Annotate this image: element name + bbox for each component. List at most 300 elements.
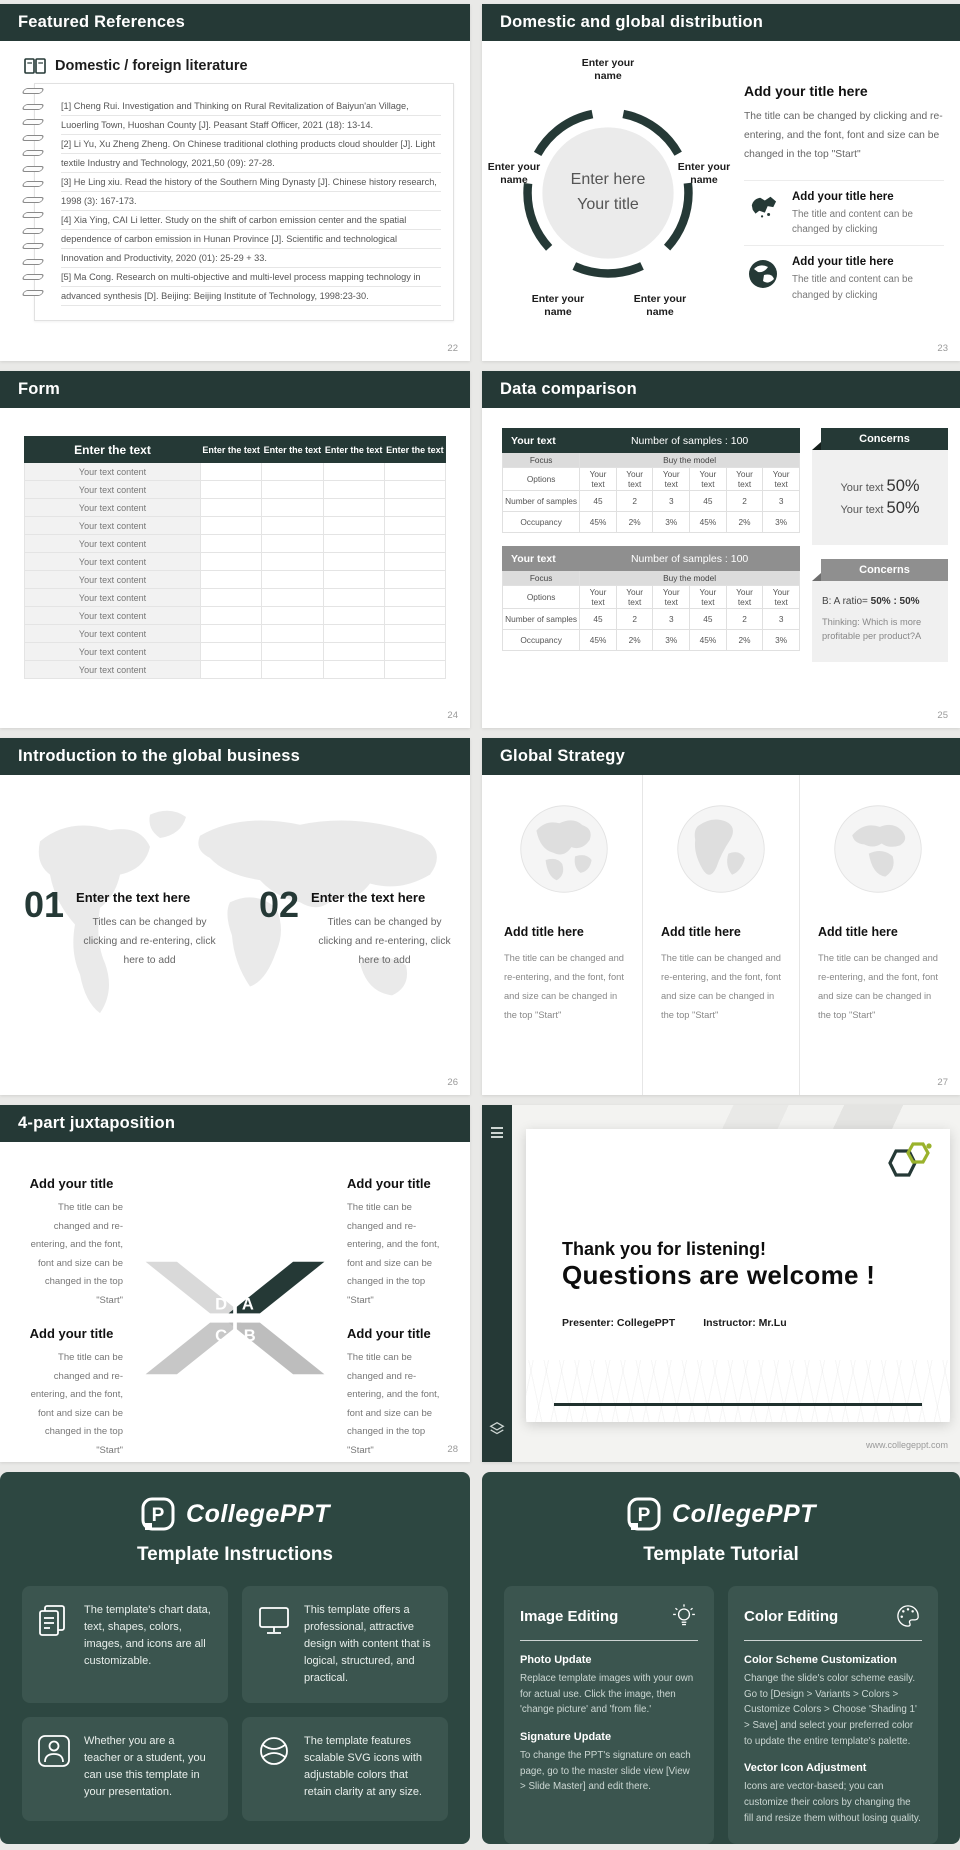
form-header-cell: Enter the text: [384, 437, 445, 463]
tutorial-section-heading: Vector Icon Adjustment: [744, 1762, 867, 1775]
data-cell: Your text: [690, 586, 727, 609]
focus-row: [503, 453, 800, 468]
block-body: The title can be changed and re-entering, and the font, font and size can be changed in the top "Start": [347, 1352, 440, 1456]
form-row: [25, 481, 446, 499]
data-row: [503, 491, 800, 512]
globe-icon: [518, 803, 610, 895]
block-title: Add your title: [347, 1326, 431, 1342]
wheel-label: Enter your name: [581, 57, 635, 83]
data-cell: 3%: [653, 512, 690, 533]
text-block: [341, 1168, 456, 1318]
numbered-items: [0, 884, 470, 970]
tutorial-section: [744, 1654, 922, 1749]
data-cell: Your text: [726, 586, 763, 609]
form-cell-empty: [384, 571, 445, 589]
concern-percentage: 50%: [886, 499, 920, 517]
wheel-label: Enter your name: [531, 293, 585, 319]
data-cell: Your text: [763, 586, 800, 609]
data-cell: 2: [726, 491, 763, 512]
presenter-label: Presenter: CollegePPT: [562, 1317, 676, 1329]
data-cell: 45: [580, 609, 617, 630]
reference-item: [5] Ma Cong. Research on multi-objective and multi-level process mapping technology in advanced synthesis [D]. Beijing: Beijing Institute of Technology, 1998:23-30.: [61, 272, 421, 301]
instruction-text: This template offers a professional, attractive design with content that is logical, structured, and practical.: [304, 1604, 431, 1685]
data-cell: 2: [616, 609, 653, 630]
form-header-cell: Enter the text: [262, 437, 323, 463]
page-number: 22: [447, 343, 458, 354]
form-cell-empty: [384, 661, 445, 679]
tutorial-cards: [504, 1586, 938, 1844]
slide-data-comparison[interactable]: [482, 371, 960, 728]
perspective-grid-decoration: [526, 1360, 950, 1422]
form-cell-empty: [323, 481, 384, 499]
form-row-label: Your text content: [25, 499, 201, 517]
slide-title: Form: [18, 380, 61, 398]
section-title: Add your title here: [744, 83, 868, 99]
data-cell: 2: [616, 491, 653, 512]
slide-title-bar: [0, 4, 470, 41]
tutorial-card-color-editing: [728, 1586, 938, 1844]
column-body: The title can be changed and re-entering, and the font, font and size can be changed in the top "Start": [818, 953, 938, 1021]
fold-decoration: [812, 573, 821, 581]
form-cell-empty: [323, 553, 384, 571]
brand-name: CollegePPT: [186, 1499, 330, 1528]
ratio-label: B: A ratio=: [822, 596, 871, 607]
comparison-tables: [502, 428, 800, 728]
form-cell-empty: [262, 553, 323, 571]
form-cell-empty: [201, 571, 262, 589]
spiral-coil: [21, 181, 45, 187]
text-block: [14, 1168, 129, 1318]
data-cell: 3%: [763, 512, 800, 533]
concern-text: Your text: [840, 482, 884, 494]
data-row: [503, 586, 800, 609]
data-cell: 2%: [726, 630, 763, 651]
tutorial-section-heading: Photo Update: [520, 1654, 592, 1666]
instruction-card: [22, 1586, 228, 1703]
spiral-coil: [21, 119, 45, 125]
form-cell-empty: [201, 643, 262, 661]
svg-text:P: P: [151, 1505, 165, 1526]
letter-c: C: [215, 1326, 228, 1346]
row-label: Number of samples: [503, 491, 580, 512]
menu-icon: [491, 1127, 503, 1138]
svg-text:P: P: [637, 1505, 651, 1526]
item-body: Titles can be changed by clicking and re-entering, click here to add: [83, 917, 216, 967]
form-cell-empty: [384, 643, 445, 661]
data-row: [503, 468, 800, 491]
brand-logo: [504, 1496, 938, 1532]
instruction-text: The template features scalable SVG icons with adjustable colors that retain clarity at any size.: [304, 1735, 422, 1799]
form-cell-empty: [323, 589, 384, 607]
form-row-label: Your text content: [25, 571, 201, 589]
strategy-column: [642, 775, 799, 1095]
wheel-center-text: [571, 168, 646, 218]
form-row-label: Your text content: [25, 607, 201, 625]
globe-icon: [832, 803, 924, 895]
tutorial-section-body: Change the slide's color scheme easily. Go to [Design > Variants > Colors > Customize Colors > Choose 'Shading 1' > Save] and select your preferred color to update the entire template's palette.: [744, 1673, 917, 1747]
references-list: [61, 97, 441, 306]
slide-sidebar: [482, 1105, 512, 1462]
thanks-line: Thank you for listening!: [562, 1239, 767, 1259]
form-row-label: Your text content: [25, 625, 201, 643]
concern-text: Your text: [840, 504, 884, 516]
form-cell-empty: [323, 607, 384, 625]
circular-diagram: [482, 41, 742, 353]
form-row: [25, 661, 446, 679]
form-cell-empty: [201, 535, 262, 553]
form-cell-empty: [262, 535, 323, 553]
fold-decoration: [812, 442, 821, 450]
data-cell: 45%: [690, 630, 727, 651]
slide-title: Introduction to the global business: [18, 747, 300, 765]
spiral-coil: [21, 290, 45, 296]
data-cell: Your text: [726, 468, 763, 491]
form-row-label: Your text content: [25, 643, 201, 661]
form-cell-empty: [384, 535, 445, 553]
form-cell-empty: [201, 589, 262, 607]
form-row-label: Your text content: [25, 589, 201, 607]
block-title: Add your title: [29, 1326, 114, 1342]
block-body: The title can be changed and re-entering, and the font, font and size can be changed in the top "Start": [30, 1352, 123, 1456]
data-cell: 3: [763, 491, 800, 512]
thank-you-card: [526, 1129, 950, 1422]
tutorial-card-title: Color Editing: [744, 1607, 839, 1625]
block-title: Add your title: [347, 1176, 431, 1191]
reference-item: [1] Cheng Rui. Investigation and Thinking on Rural Revitalization of Baiyun'an Village, Luoerling Town, Huoshan County [J]. Peasant Staff Officer, 2021 (18): 13-14.: [61, 101, 409, 130]
form-table: [24, 436, 446, 679]
table-samples-cell: Number of samples : 100: [580, 429, 800, 453]
row-label: Options: [503, 586, 580, 609]
panel-heading: Template Tutorial: [643, 1544, 799, 1565]
form-cell-empty: [384, 499, 445, 517]
juxtaposition-body: [0, 1168, 470, 1462]
data-cell: 2%: [616, 630, 653, 651]
text-block: [341, 1318, 456, 1462]
item-title: Add your title here: [792, 191, 894, 204]
slide-title: Featured References: [18, 13, 186, 31]
tutorial-card-image-editing: [504, 1586, 714, 1844]
form-row-label: Your text content: [25, 661, 201, 679]
table-samples-cell: Number of samples : 100: [580, 547, 800, 571]
letter-b: B: [243, 1326, 256, 1346]
page-number: 26: [447, 1077, 458, 1088]
letter-d: D: [215, 1294, 228, 1314]
form-row: [25, 463, 446, 481]
spiral-coil: [21, 166, 45, 172]
data-row: [503, 512, 800, 533]
data-cell: 3: [653, 609, 690, 630]
instructor-label: Instructor: Mr.Lu: [703, 1317, 787, 1329]
tutorial-section-body: To change the PPT's signature on each page, go to the master slide view [View > Slide Master] and edit there.: [520, 1750, 691, 1793]
form-cell-empty: [323, 535, 384, 553]
text-block: [14, 1318, 129, 1462]
concern-line: [820, 499, 940, 518]
spiral-binding: [23, 88, 43, 296]
website-url: www.collegeppt.com: [865, 1440, 948, 1450]
slide-featured-references[interactable]: [0, 4, 470, 361]
collegeppt-logo-icon: [626, 1496, 662, 1532]
underline-bar: [554, 1403, 922, 1406]
questions-line: Questions are welcome !: [562, 1260, 876, 1290]
panel-template-instructions: [0, 1472, 470, 1844]
data-cell: 45%: [580, 512, 617, 533]
item-number: 01: [24, 884, 65, 925]
form-cell-empty: [262, 607, 323, 625]
item-title: Enter the text here: [76, 890, 191, 905]
form-header-cell: Enter the text: [201, 437, 262, 463]
concern-percentage: 50%: [886, 477, 920, 495]
data-row: [503, 630, 800, 651]
book-icon: [24, 58, 46, 74]
form-cell-empty: [262, 625, 323, 643]
slide-title: Domestic and global distribution: [500, 13, 764, 31]
section-body: The title can be changed by clicking and re-entering, and the font, font and size can be changed in the top "Start": [744, 111, 943, 161]
reference-item: [4] Xia Ying, CAI Li letter. Study on the shift of carbon emission center and the spatial dependence of carbon emission in Hunan Province [J]. Scientific and technological Innovation and Productivity, 2020 (01): 25-29 + 33.: [61, 215, 407, 263]
form-cell-empty: [262, 571, 323, 589]
form-row-label: Your text content: [25, 481, 201, 499]
data-cell: 3%: [653, 630, 690, 651]
slide-global-strategy[interactable]: [482, 738, 960, 1095]
block-body: The title can be changed and re-entering, and the font, font and size can be changed in the top "Start": [347, 1202, 440, 1306]
form-cell-empty: [262, 499, 323, 517]
column-title: Add title here: [818, 925, 898, 939]
panel-template-tutorial: [482, 1472, 960, 1844]
letter-a: A: [241, 1294, 254, 1314]
data-cell: 45: [580, 491, 617, 512]
brand-name: CollegePPT: [672, 1499, 816, 1528]
form-cell-empty: [384, 553, 445, 571]
form-row: [25, 553, 446, 571]
references-card: [34, 83, 454, 321]
data-cell: 45: [690, 609, 727, 630]
china-map-icon: [744, 191, 782, 222]
instruction-card: [22, 1717, 228, 1821]
form-cell-empty: [262, 661, 323, 679]
data-cell: Your text: [653, 468, 690, 491]
form-cell-empty: [201, 463, 262, 481]
column-body: The title can be changed and re-entering, and the font, font and size can be changed in the top "Start": [661, 953, 781, 1021]
comparison-body: [482, 408, 960, 728]
spiral-coil: [21, 135, 45, 141]
column-body: The title can be changed and re-entering, and the font, font and size can be changed in the top "Start": [504, 953, 624, 1021]
form-cell-empty: [384, 481, 445, 499]
form-cell-empty: [262, 643, 323, 661]
page-number: 25: [937, 710, 948, 721]
form-cell-empty: [201, 661, 262, 679]
concern-line: [820, 477, 940, 496]
spiral-coil: [21, 259, 45, 265]
form-cell-empty: [384, 463, 445, 481]
item-body: Titles can be changed by clicking and re-entering, click here to add: [318, 917, 451, 967]
slide-title-bar: [482, 371, 960, 408]
wheel-label: Enter your name: [633, 293, 687, 319]
table-name-cell: Your text: [503, 429, 580, 453]
tutorial-section: [744, 1762, 922, 1826]
form-row: [25, 517, 446, 535]
tutorial-card-header: [520, 1602, 698, 1641]
slide-title: 4-part juxtaposition: [18, 1114, 176, 1132]
spiral-coil: [21, 88, 45, 94]
concerns-content: [812, 450, 948, 545]
column-title: Add title here: [661, 925, 741, 939]
form-row: [25, 499, 446, 517]
form-row: [25, 535, 446, 553]
slide-domestic-global-distribution[interactable]: [482, 4, 960, 361]
focus-label: Focus: [503, 453, 580, 468]
slide-title-bar: [0, 1105, 470, 1142]
intro-body: [0, 775, 470, 1095]
numbered-item: [0, 884, 235, 970]
data-cell: Your text: [616, 586, 653, 609]
data-cell: Your text: [580, 586, 617, 609]
form-cell-empty: [262, 517, 323, 535]
block-title: Add your title: [29, 1176, 114, 1191]
form-row-label: Your text content: [25, 553, 201, 571]
comparison-header-row: [503, 429, 800, 453]
strategy-column: [799, 775, 956, 1095]
form-cell-empty: [262, 481, 323, 499]
reference-item: [2] Li Yu, Xu Zheng Zheng. On Chinese traditional clothing products cloud shoulder [J]. Light textile Industry and Technology, 2021,50 (09): 27-28.: [61, 139, 436, 168]
spiral-coil: [21, 197, 45, 203]
monitor-icon: [256, 1602, 292, 1638]
page-number: 28: [447, 1444, 458, 1455]
item-number: 02: [259, 884, 300, 925]
data-cell: Your text: [653, 586, 690, 609]
form-cell-empty: [323, 643, 384, 661]
block-body: The title can be changed and re-entering, and the font, font and size can be changed in the top "Start": [30, 1202, 123, 1306]
form-cell-empty: [201, 499, 262, 517]
data-cell: Your text: [616, 468, 653, 491]
focus-value: Buy the model: [580, 453, 800, 468]
chart-data-icon: [36, 1602, 72, 1638]
instruction-text: The template's chart data, text, shapes, colors, images, and icons are all customizable.: [84, 1604, 211, 1668]
thinking-note: Thinking: Which is more profitable per product?A: [822, 617, 922, 642]
item-text: [76, 887, 223, 970]
form-cell-empty: [201, 481, 262, 499]
globe-icon: [675, 803, 767, 895]
tutorial-card-title: Image Editing: [520, 1607, 619, 1625]
concerns-title: Concerns: [859, 564, 910, 576]
form-cell-empty: [323, 625, 384, 643]
slide-global-business-intro[interactable]: [0, 738, 470, 1095]
form-row: [25, 571, 446, 589]
ratio-value: 50% : 50%: [870, 596, 920, 607]
slide-4-part-juxtaposition[interactable]: [0, 1105, 470, 1462]
form-cell-empty: [201, 607, 262, 625]
form-row: [25, 607, 446, 625]
slide-title-bar: [482, 738, 960, 775]
concerns-header: [821, 559, 948, 581]
item-title: Add your title here: [792, 256, 894, 269]
distribution-right-column: [742, 41, 960, 361]
form-cell-empty: [323, 517, 384, 535]
spiral-coil: [21, 274, 45, 280]
form-cell-empty: [384, 589, 445, 607]
list-item-text: [792, 191, 944, 237]
form-cell-empty: [323, 499, 384, 517]
form-row: [25, 625, 446, 643]
strategy-column: [486, 775, 642, 1095]
concerns-box: [812, 428, 948, 545]
spiral-coil: [21, 150, 45, 156]
data-cell: 3: [653, 491, 690, 512]
data-cell: 45%: [580, 630, 617, 651]
form-cell-empty: [323, 571, 384, 589]
data-cell: Your text: [690, 468, 727, 491]
layers-icon: [488, 1420, 506, 1438]
data-cell: 3%: [763, 630, 800, 651]
form-row: [25, 643, 446, 661]
slide-thank-you[interactable]: [482, 1105, 960, 1462]
comparison-table: [502, 546, 800, 651]
slide-title: Data comparison: [500, 380, 637, 398]
reference-item: [3] He Ling xiu. Read the history of the Southern Ming Dynasty [J]. Chinese history research, 1998 (3): 167-173.: [61, 177, 437, 206]
slide-title-bar: [0, 371, 470, 408]
focus-label: Focus: [503, 571, 580, 586]
item-text: [311, 887, 458, 970]
bulb-icon: [670, 1602, 698, 1630]
form-cell-empty: [384, 625, 445, 643]
concerns-column: [812, 428, 948, 728]
form-header-cell: Enter the text: [25, 437, 201, 463]
tutorial-section-heading: Signature Update: [520, 1731, 612, 1744]
tutorial-card-header: [744, 1602, 922, 1641]
instructions-cards: [22, 1586, 448, 1821]
form-cell-empty: [201, 625, 262, 643]
spiral-coil: [21, 212, 45, 218]
form-cell-empty: [384, 517, 445, 535]
focus-value: Buy the model: [580, 571, 800, 586]
vector-ball-icon: [256, 1733, 292, 1769]
distribution-body: [482, 41, 960, 361]
slide-title: Global Strategy: [500, 747, 625, 765]
tutorial-section: [520, 1731, 698, 1795]
page-number: 23: [937, 343, 948, 354]
presenter-line: [562, 1317, 787, 1329]
list-item: [744, 180, 944, 245]
form-cell-empty: [323, 661, 384, 679]
list-item-text: [792, 256, 944, 302]
tutorial-section-heading: Color Scheme Customization: [744, 1654, 897, 1666]
data-cell: Your text: [580, 468, 617, 491]
row-label: Options: [503, 468, 580, 491]
data-cell: 45: [690, 491, 727, 512]
focus-row: [503, 571, 800, 586]
literature-heading-text: Domestic / foreign literature: [55, 58, 248, 74]
instruction-card: [242, 1717, 448, 1821]
data-cell: Your text: [763, 468, 800, 491]
comparison-header-row: [503, 547, 800, 571]
spiral-coil: [21, 228, 45, 234]
slide-title-bar: [482, 4, 960, 41]
wheel-label: Enter your name: [487, 161, 541, 187]
form-cell-empty: [201, 553, 262, 571]
page-number: 24: [447, 710, 458, 721]
hexagon-logo-icon: [874, 1141, 936, 1187]
concerns-title: Concerns: [859, 433, 910, 445]
data-cell: 45%: [690, 512, 727, 533]
ratio-line: [822, 596, 938, 607]
form-cell-empty: [323, 463, 384, 481]
item-body: The title and content can be changed by clicking: [792, 274, 913, 301]
globe-icon: [744, 256, 782, 289]
instruction-card: [242, 1586, 448, 1703]
comparison-table: [502, 428, 800, 533]
slide-form[interactable]: [0, 371, 470, 728]
teacher-icon: [36, 1733, 72, 1769]
row-label: Occupancy: [503, 512, 580, 533]
row-label: Occupancy: [503, 630, 580, 651]
